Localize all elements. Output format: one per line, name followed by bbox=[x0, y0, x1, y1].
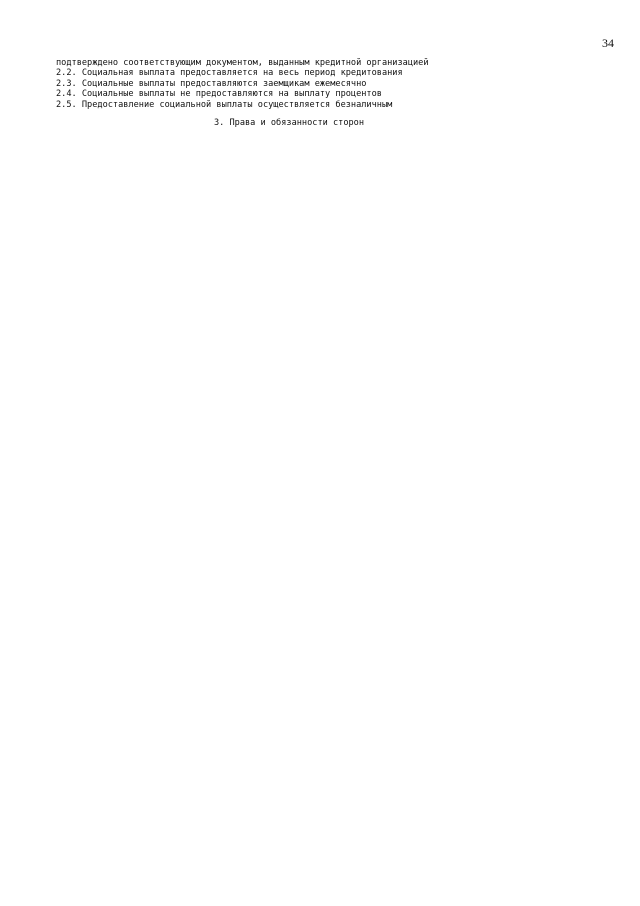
document-body bbox=[56, 58, 522, 136]
para-2: 2.2. Социальная выплата предоставляется на весь период кредитования bbox=[56, 68, 403, 79]
para-4: 2.4. Социальные выплаты не предоставляются на выплату процентов bbox=[56, 89, 382, 100]
para-5: 2.5. Предоставление социальной выплаты осуществляется безналичным bbox=[56, 99, 393, 110]
section-heading: 3. Права и обязанности сторон bbox=[213, 118, 365, 129]
para-1: подтверждено соответствующим документом, выданным кредитной организацией bbox=[56, 58, 429, 68]
para-3: 2.3. Социальные выплаты предоставляются заемщикам ежемесячно bbox=[56, 78, 367, 89]
page-number: 34 bbox=[602, 36, 614, 50]
